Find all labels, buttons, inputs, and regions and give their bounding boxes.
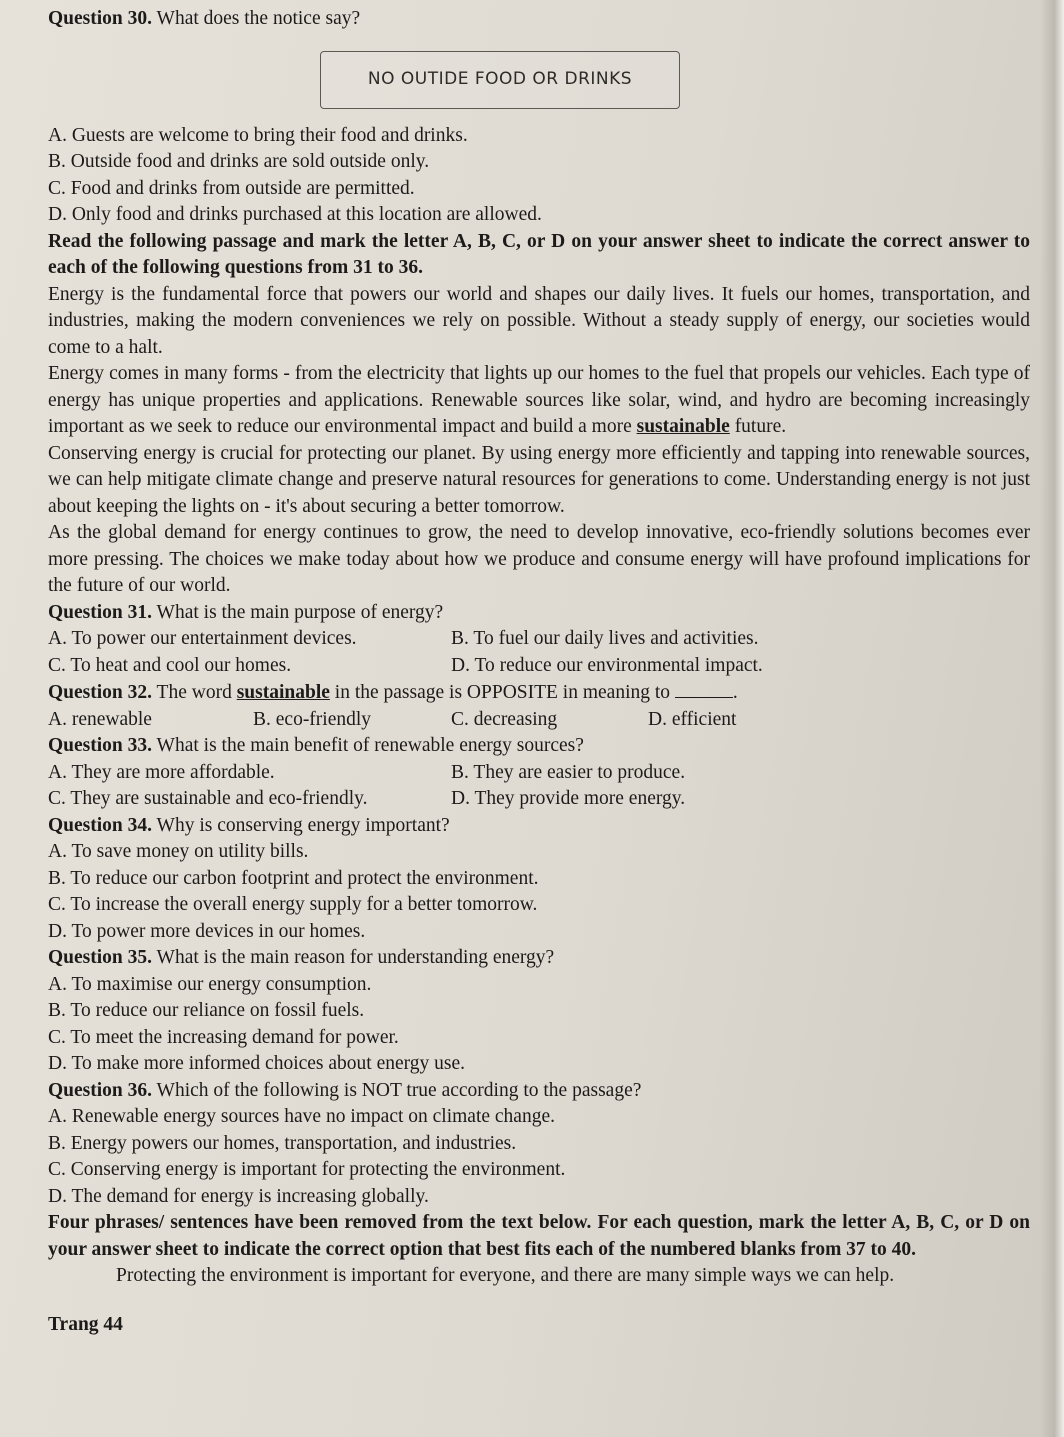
- question-32-text-after: in the passage is OPPOSITE in meaning to: [334, 682, 671, 703]
- passage-paragraph-4: As the global demand for energy continues to grow, the need to develop innovative, eco-friendly solutions becomes ever more pressing. The choices we make today about how we produce and consume energy will have profound implications for the future of our world.: [48, 522, 1030, 596]
- question-31: [48, 600, 1030, 627]
- question-33: [48, 733, 1030, 760]
- question-31-title: Question 31.: [48, 601, 153, 623]
- answer-blank: [675, 679, 733, 698]
- question-36-option-b: B. Energy powers our homes, transportation, and industries.: [48, 1132, 517, 1154]
- question-33-option-c: C. They are sustainable and eco-friendly.: [48, 788, 368, 809]
- question-35: [48, 945, 1030, 972]
- question-32-option-c: C. decreasing: [451, 708, 558, 730]
- question-36-option-a: A. Renewable energy sources have no impact on climate change.: [48, 1106, 555, 1127]
- question-33-options: [48, 760, 1030, 813]
- question-31-text: What is the main purpose of energy?: [156, 601, 444, 623]
- question-32-keyword: sustainable: [236, 682, 330, 703]
- question-34-text: Why is conserving energy important?: [156, 814, 450, 836]
- question-32-text: The word: [156, 682, 232, 703]
- question-32-end: .: [732, 682, 738, 703]
- question-32-option-a: A. renewable: [48, 708, 152, 730]
- question-33-title: Question 33.: [48, 735, 153, 756]
- question-30: [48, 6, 1030, 33]
- question-30-title: Question 30.: [48, 8, 153, 29]
- question-30-text: What does the notice say?: [156, 8, 361, 29]
- question-35-option-a: A. To maximise our energy consumption.: [48, 973, 372, 995]
- question-31-options: [48, 626, 1030, 679]
- question-31-option-c: C. To heat and cool our homes.: [48, 654, 292, 676]
- question-30-option-d: D. Only food and drinks purchased at this location are allowed.: [48, 204, 542, 225]
- passage-paragraph-1: Energy is the fundamental force that powers our world and shapes our daily lives. It fuels our homes, transportation, and industries, making the modern conveniences we rely on possible. Without a steady supply of energy, our societies would come to a halt.: [48, 283, 1030, 358]
- passage-paragraph-2-end: future.: [729, 416, 787, 437]
- page-number: Trang 44: [48, 1313, 123, 1335]
- question-34: [48, 813, 1030, 840]
- question-30-option-a: A. Guests are welcome to bring their food and drinks.: [48, 124, 468, 146]
- question-36-option-d: D. The demand for energy is increasing globally.: [48, 1185, 429, 1207]
- question-36: [48, 1078, 1030, 1105]
- cloze-passage-start: Protecting the environment is important for everyone, and there are many simple ways we can help.: [116, 1265, 895, 1286]
- question-36-title: Question 36.: [48, 1079, 153, 1101]
- question-32-title: Question 32.: [48, 682, 153, 703]
- worksheet: [48, 6, 1030, 1338]
- question-36-text: Which of the following is NOT true according to the passage?: [156, 1079, 642, 1101]
- question-32-options: [48, 707, 1030, 734]
- question-34-option-c: C. To increase the overall energy supply for a better tomorrow.: [48, 894, 538, 915]
- question-34-option-b: B. To reduce our carbon footprint and protect the environment.: [48, 867, 539, 889]
- question-30-option-b: B. Outside food and drinks are sold outside only.: [48, 151, 430, 172]
- question-31-option-a: A. To power our entertainment devices.: [48, 628, 357, 649]
- question-32-option-b: B. eco-friendly: [253, 708, 372, 730]
- question-30-option-c: C. Food and drinks from outside are permitted.: [48, 177, 415, 199]
- question-34-option-d: D. To power more devices in our homes.: [48, 920, 366, 942]
- question-35-text: What is the main reason for understanding energy?: [156, 947, 555, 968]
- question-35-title: Question 35.: [48, 947, 153, 968]
- question-32: [48, 679, 1030, 707]
- passage-paragraph-2-text: Energy comes in many forms - from the electricity that lights up our homes to the fuel that propels our vehicles. Each type of energy has unique properties and applications. Renewable sources like solar, wind, and hydro are becoming increasingly important as we seek to reduce our environmental impact and build a more: [48, 363, 1030, 437]
- question-33-option-b: B. They are easier to produce.: [451, 761, 686, 783]
- question-32-option-d: D. efficient: [648, 708, 737, 730]
- question-31-option-d: D. To reduce our environmental impact.: [451, 654, 763, 676]
- question-35-option-c: C. To meet the increasing demand for power.: [48, 1026, 399, 1048]
- question-33-option-a: A. They are more affordable.: [48, 761, 275, 783]
- question-35-option-d: D. To make more informed choices about energy use.: [48, 1053, 466, 1074]
- question-34-title: Question 34.: [48, 814, 153, 836]
- page-edge-shadow: [1040, 0, 1064, 1437]
- question-33-text: What is the main benefit of renewable energy sources?: [156, 735, 584, 756]
- question-31-option-b: B. To fuel our daily lives and activities.: [451, 628, 759, 649]
- question-36-option-c: C. Conserving energy is important for protecting the environment.: [48, 1159, 566, 1180]
- reading-instruction: Read the following passage and mark the letter A, B, C, or D on your answer sheet to indicate the correct answer to each of the following questions from 31 to 36.: [48, 230, 1030, 278]
- passage-paragraph-3: Conserving energy is crucial for protecting our planet. By using energy more efficiently and tapping into renewable sources, we can help mitigate climate change and preserve natural resources for generations to come. Understanding energy is not just about keeping the lights on - it's about securing a better tomorrow.: [48, 442, 1030, 517]
- question-35-option-b: B. To reduce our reliance on fossil fuels.: [48, 1000, 365, 1021]
- cloze-instruction: Four phrases/ sentences have been removed from the text below. For each question, mark the letter A, B, C, or D on your answer sheet to indicate the correct option that best fits each of the numbered blanks from 37 to 40.: [48, 1212, 1030, 1260]
- keyword-sustainable: sustainable: [636, 416, 730, 437]
- passage-paragraph-2: [48, 361, 1030, 441]
- question-34-option-a: A. To save money on utility bills.: [48, 841, 309, 862]
- question-33-option-d: D. They provide more energy.: [451, 788, 686, 809]
- notice-sign: NO OUTIDE FOOD OR DRINKS: [320, 51, 680, 109]
